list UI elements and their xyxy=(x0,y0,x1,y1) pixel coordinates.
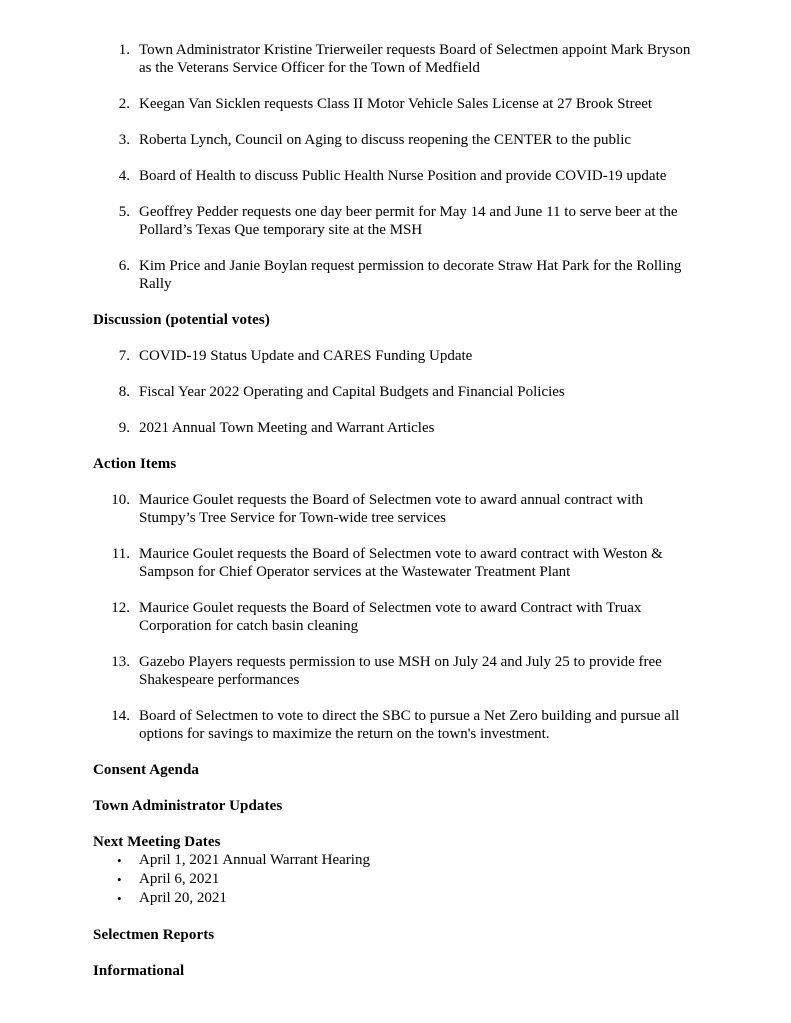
meeting-date-text: April 1, 2021 Annual Warrant Hearing xyxy=(139,852,370,868)
agenda-item-3 xyxy=(0,131,713,149)
spacer xyxy=(0,437,791,455)
bullet-icon: • xyxy=(117,872,122,887)
heading-action-items: Action Items xyxy=(93,456,177,472)
meeting-date-item xyxy=(0,889,713,908)
agenda-item-2 xyxy=(0,95,713,113)
item-text: Keegan Van Sicklen requests Class II Motor Vehicle Sales License at 27 Brook Street xyxy=(139,96,653,112)
agenda-item-7 xyxy=(0,347,713,365)
spacer xyxy=(0,329,791,347)
agenda-item-6 xyxy=(0,257,713,293)
action-items-list xyxy=(0,491,791,743)
agenda-item-4 xyxy=(0,167,713,185)
item-number: 11. xyxy=(111,546,130,562)
item-number: 7. xyxy=(118,348,130,364)
item-text: Maurice Goulet requests the Board of Selectmen vote to award contract with Weston & Sampson for Chief Operator services at the Wastewater Treatment Plant xyxy=(139,546,663,580)
item-number: 2. xyxy=(118,96,130,112)
agenda-item-1 xyxy=(0,41,713,77)
item-text: Board of Health to discuss Public Health Nurse Position and provide COVID-19 update xyxy=(139,168,667,184)
bullet-icon: • xyxy=(117,891,122,906)
agenda-item-14 xyxy=(0,707,713,743)
heading-discussion: Discussion (potential votes) xyxy=(93,312,270,328)
agenda-item-9 xyxy=(0,419,713,437)
item-text: Board of Selectmen to vote to direct the SBC to pursue a Net Zero building and pursue all options for savings to maximize the return on the town's investment. xyxy=(139,708,680,742)
item-number: 10. xyxy=(111,492,130,508)
item-text: Town Administrator Kristine Trierweiler requests Board of Selectmen appoint Mark Bryson as the Veterans Service Officer for the Town of Medfield xyxy=(139,42,691,76)
item-text: 2021 Annual Town Meeting and Warrant Articles xyxy=(139,420,435,436)
discussion-list xyxy=(0,347,791,437)
item-number: 4. xyxy=(118,168,130,184)
spacer xyxy=(0,944,791,962)
item-text: Maurice Goulet requests the Board of Selectmen vote to award annual contract with Stumpy’s Tree Service for Town-wide tree services xyxy=(139,492,643,526)
spacer xyxy=(0,908,791,926)
item-text: Kim Price and Janie Boylan request permission to decorate Straw Hat Park for the Rolling Rally xyxy=(139,258,682,292)
agenda-item-11 xyxy=(0,545,713,581)
item-text: Gazebo Players requests permission to use MSH on July 24 and July 25 to provide free Shakespeare performances xyxy=(139,654,662,688)
item-text: Maurice Goulet requests the Board of Selectmen vote to award Contract with Truax Corporation for catch basin cleaning xyxy=(139,600,642,634)
next-meeting-dates-list xyxy=(0,851,791,908)
agenda-item-5 xyxy=(0,203,713,239)
heading-consent-agenda: Consent Agenda xyxy=(93,762,200,778)
meeting-date-item xyxy=(0,870,713,889)
heading-next-meeting-dates: Next Meeting Dates xyxy=(93,834,221,850)
item-text: Roberta Lynch, Council on Aging to discuss reopening the CENTER to the public xyxy=(139,132,632,148)
agenda-body xyxy=(0,41,791,980)
item-number: 12. xyxy=(111,600,130,616)
item-text: Fiscal Year 2022 Operating and Capital Budgets and Financial Policies xyxy=(139,384,565,400)
heading-selectmen-reports: Selectmen Reports xyxy=(93,927,215,943)
spacer xyxy=(0,815,791,833)
item-number: 6. xyxy=(118,258,130,274)
item-number: 8. xyxy=(118,384,130,400)
item-number: 14. xyxy=(111,708,130,724)
item-number: 9. xyxy=(118,420,130,436)
spacer xyxy=(0,779,791,797)
agenda-item-13 xyxy=(0,653,713,689)
item-text: COVID-19 Status Update and CARES Funding Update xyxy=(139,348,473,364)
item-text: Geoffrey Pedder requests one day beer permit for May 14 and June 11 to serve beer at the Pollard’s Texas Que temporary site at the MSH xyxy=(139,204,678,238)
spacer xyxy=(0,743,791,761)
agenda-item-10 xyxy=(0,491,713,527)
meeting-date-text: April 6, 2021 xyxy=(139,871,220,887)
heading-informational: Informational xyxy=(93,963,185,979)
appointments-list xyxy=(0,41,791,293)
item-number: 1. xyxy=(118,42,130,58)
spacer xyxy=(0,473,791,491)
heading-town-administrator-updates: Town Administrator Updates xyxy=(93,798,283,814)
agenda-item-8 xyxy=(0,383,713,401)
bullet-icon: • xyxy=(117,853,122,868)
meeting-date-item xyxy=(0,851,713,870)
agenda-item-12 xyxy=(0,599,713,635)
spacer xyxy=(0,293,791,311)
item-number: 5. xyxy=(118,204,130,220)
item-number: 3. xyxy=(118,132,130,148)
meeting-date-text: April 20, 2021 xyxy=(139,890,227,906)
item-number: 13. xyxy=(111,654,130,670)
